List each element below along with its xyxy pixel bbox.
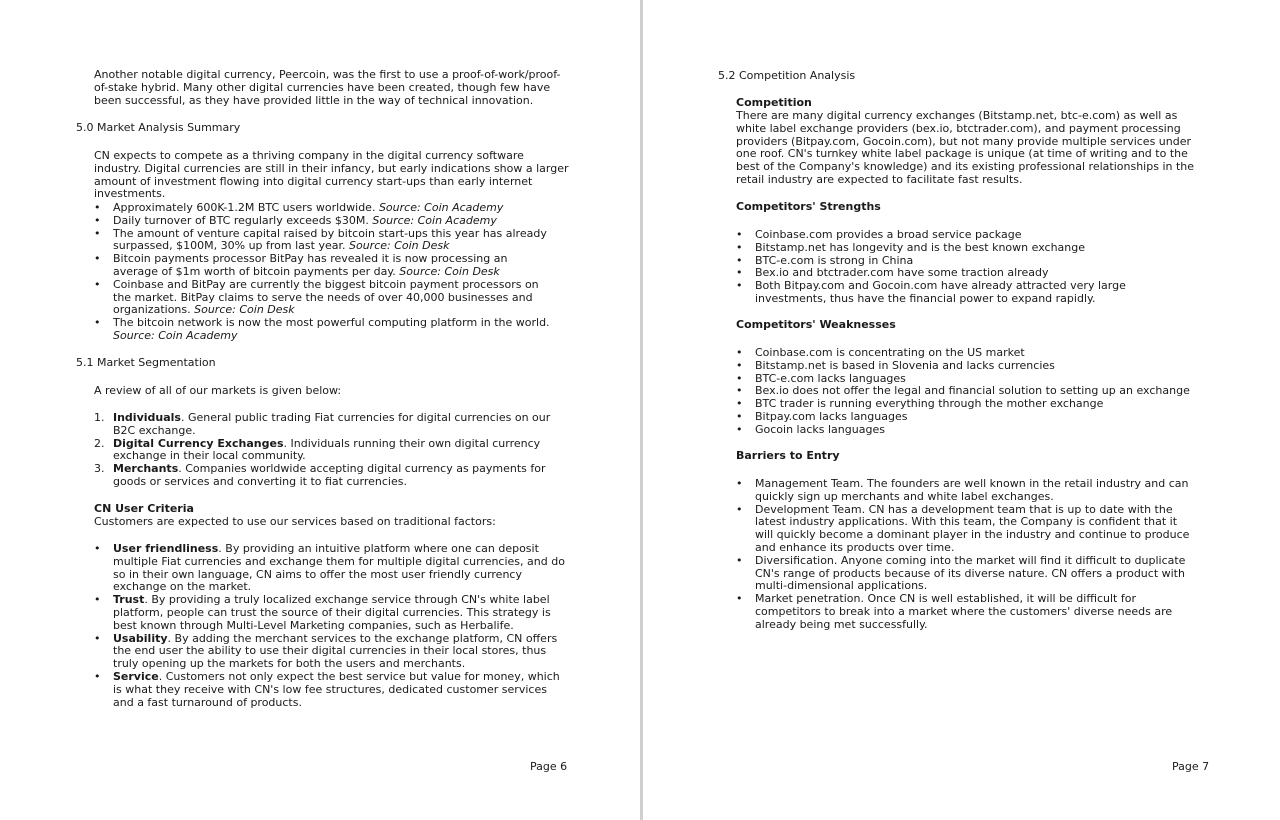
segment-title: Digital Currency Exchanges (113, 436, 284, 450)
segment-title: Merchants (113, 462, 179, 476)
criteria-text: . By providing an intuitive platform where one can deposit multiple Fiat currencies and exchange them for multiple digital currencies, and do so in their own language, CN aims to offer the most user friendly currency exchange on the market. (113, 542, 565, 594)
stat-item (94, 228, 554, 254)
stat-item (94, 279, 554, 317)
stat-source: Source: Coin Academy (378, 201, 504, 214)
segment-item (94, 412, 566, 438)
criteria-title: Trust (113, 593, 145, 607)
segment-item (94, 463, 566, 489)
barrier-item: • Management Team. The founders are well known in the retail industry and can quickly sign up merchants and white label exchanges. (736, 478, 1196, 504)
strength-item: • Coinbase.com provides a broad service package (736, 229, 1196, 242)
strength-item: • Bex.io and btctrader.com have some traction already (736, 267, 1196, 280)
segment-text: . Individuals running their own digital currency exchange in their local community. (113, 436, 541, 463)
stat-source: Source: Coin Academy (113, 328, 238, 342)
criteria-item (94, 594, 566, 632)
intro-paragraph: Another notable digital currency, Peercoin, was the first to use a proof-of-work/proof-of-stake hybrid. Many other digital currencies have been created, though few have been successful, as they have provided little in the way of technical innovation. (94, 68, 561, 107)
stat-source: Source: Coin Desk (399, 264, 500, 278)
strengths-heading: Competitors' Strengths (736, 200, 881, 213)
stat-text: Bitcoin payments processor BitPay has revealed it is now processing an average of $1m worth of bitcoin payments per day. (113, 252, 508, 278)
weakness-item: • Bitpay.com lacks languages (736, 411, 1196, 424)
segment-title: Individuals (113, 411, 181, 424)
competition-paragraph: There are many digital currency exchanges (Bitstamp.net, btc-e.com) as well as white label exchange providers (bex.io, btctrader.com), and payment processing providers (Bitpay.com, Gocoin.com), but not many provide multiple services under one roof. CN's turnkey white label package is unique (at time of writing and to the best of the Company's knowledge) and its existing professional relationships in the retail industry are expected to facilitate fast results. (736, 109, 1195, 186)
criteria-title: User friendliness (113, 542, 219, 555)
stat-text: Approximately 600K-1.2M BTC users worldwide. (113, 201, 379, 214)
strengths-list (736, 229, 1196, 306)
summary-paragraph: CN expects to compete as a thriving company in the digital currency software industry. Digital currencies are still in their infancy, but early indications show a larger amount of investment flowing into digital currency start-ups than early internet investments. (94, 149, 569, 201)
segment-number: 3. (94, 462, 105, 476)
user-criteria-list (94, 543, 566, 709)
criteria-intro: Customers are expected to use our services based on traditional factors: (94, 515, 496, 528)
barriers-list (736, 478, 1196, 632)
criteria-item (94, 543, 566, 594)
segment-text: . Companies worldwide accepting digital currency as payments for goods or services and converting it to fiat currencies. (113, 462, 546, 488)
weaknesses-heading: Competitors' Weaknesses (736, 318, 896, 331)
strength-item: • Bitstamp.net has longevity and is the best known exchange (736, 242, 1196, 255)
market-stats-list (94, 202, 554, 343)
segment-number: 1. (94, 411, 105, 424)
criteria-item (94, 671, 566, 709)
criteria-heading: CN User Criteria (94, 502, 194, 515)
page-number: Page 7 (1172, 760, 1210, 773)
barrier-item: • Diversification. Anyone coming into the market will find it difficult to duplicate CN's range of products because of its diverse nature. CN offers a product with multi-dimensional applications. (736, 555, 1196, 593)
criteria-title: Service (113, 669, 159, 683)
weaknesses-list (736, 347, 1196, 437)
criteria-text: . By providing a truly localized exchange service through CN's white label platform, people can trust the source of their digital currencies. This strategy is best known through Multi-Level Marketing companies, such as Herbalife. (113, 593, 551, 632)
strength-item: • Both Bitpay.com and Gocoin.com have already attracted very large investments, thus have the financial power to expand rapidly. (736, 280, 1196, 306)
weakness-item: • Bex.io does not offer the legal and financial solution to setting up an exchange (736, 385, 1196, 398)
stat-item (94, 253, 554, 279)
weakness-item: • Coinbase.com is concentrating on the US market (736, 347, 1196, 360)
weakness-item: • BTC trader is running everything through the mother exchange (736, 398, 1196, 411)
section-heading-5-0: 5.0 Market Analysis Summary (76, 121, 241, 134)
stat-source: Source: Coin Desk (194, 303, 295, 317)
barrier-item: • Development Team. CN has a development team that is up to date with the latest industry applications. With this team, the Company is confident that it will quickly become a dominant player in the industry and continue to produce and enhance its products over time. (736, 504, 1196, 555)
review-paragraph: A review of all of our markets is given below: (94, 384, 342, 397)
competition-heading: Competition (736, 96, 812, 109)
segment-text: . General public trading Fiat currencies for digital currencies on our B2C exchange. (113, 411, 551, 437)
stat-source: Source: Coin Desk (348, 239, 450, 253)
criteria-item (94, 633, 566, 671)
stat-text: The amount of venture capital raised by bitcoin start-ups this year has already surpassed, $100M, 30% up from last year. (113, 226, 547, 253)
criteria-text: . By adding the merchant services to the exchange platform, CN offers the end user the ability to use their digital currencies in their local stores, thus truly opening up the markets for both the users and merchants. (113, 631, 558, 671)
market-segments-list (94, 412, 566, 489)
weakness-item: • Gocoin lacks languages (736, 424, 1196, 437)
stat-text: Daily turnover of BTC regularly exceeds $30M. (113, 213, 373, 227)
stat-text: Coinbase and BitPay are currently the biggest bitcoin payment processors on the market. BitPay claims to serve the needs of over 40,000 businesses and organizations. (113, 277, 539, 317)
barrier-item: • Market penetration. Once CN is well established, it will be difficult for competitors to break into a market where the customers' diverse needs are already being met successfully. (736, 593, 1196, 631)
document-page-7 (643, 0, 1280, 820)
weakness-item: • BTC-e.com lacks languages (736, 373, 1196, 386)
page-number: Page 6 (530, 760, 568, 773)
segment-number: 2. (94, 436, 105, 450)
weakness-item: • Bitstamp.net is based in Slovenia and lacks currencies (736, 360, 1196, 373)
barriers-heading: Barriers to Entry (736, 449, 840, 462)
criteria-title: Usability (113, 631, 168, 645)
section-heading-5-2: 5.2 Competition Analysis (718, 69, 856, 82)
stat-text: The bitcoin network is now the most powerful computing platform in the world. (113, 316, 550, 330)
stat-item (94, 317, 554, 343)
segment-item (94, 438, 566, 464)
stat-source: Source: Coin Academy (372, 213, 497, 227)
strength-item: • BTC-e.com is strong in China (736, 255, 1196, 268)
criteria-text: . Customers not only expect the best service but value for money, which is what they receive with CN's low fee structures, dedicated customer services and a fast turnaround of products. (113, 669, 560, 709)
section-heading-5-1: 5.1 Market Segmentation (76, 356, 216, 369)
